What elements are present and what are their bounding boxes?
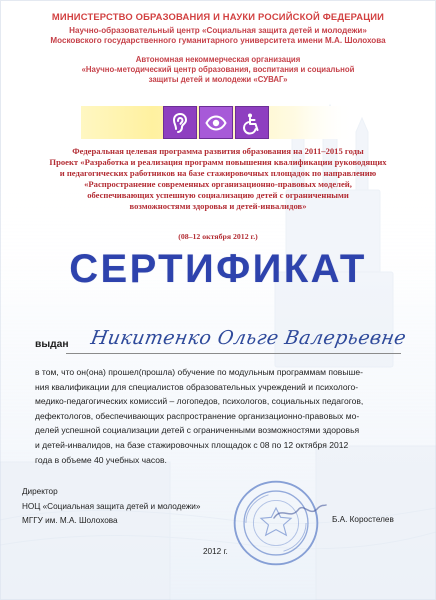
program-line-1: Федеральная целевая программа развития образования на 2011–2015 годы <box>72 146 364 156</box>
director-block <box>22 485 242 529</box>
eye-icon <box>199 106 233 139</box>
center-line-1: Научно-образовательный центр «Социальная защита детей и молодежи» <box>69 26 367 35</box>
program-line-5: обеспечивающих успешную социализацию детей с ограниченными <box>87 190 349 200</box>
auton-org-line-3: защиты детей и молодежи «СУВАГ» <box>148 75 288 84</box>
auton-org-line-1: Автономная некоммерческая организация <box>135 55 301 64</box>
auton-org-line-2: «Научно-методический центр образования, воспитания и социальной <box>81 65 355 74</box>
body-line-3: медико-педагогических комиссий – логопедов, психологов, социальных педагогов, <box>35 396 364 407</box>
wheelchair-icon <box>235 106 269 139</box>
ministry-header: МИНИСТЕРСТВО ОБРАЗОВАНИЯ И НАУКИ РОСИЙСКОЙ ФЕДЕРАЦИИ <box>51 11 385 22</box>
certificate-title: СЕРТИФИКАТ <box>69 247 367 291</box>
body-line-6: и детей-инвалидов, на базе стажировочных площадок с 08 по 12 октября 2012 <box>35 439 349 450</box>
body-line-7: года в объеме 40 учебных часов. <box>35 454 167 465</box>
director-org-2: МГГУ им. М.А. Шолохова <box>22 516 118 525</box>
program-line-6: возможностями здоровья и детей-инвалидов» <box>129 201 307 211</box>
signature <box>272 500 328 524</box>
certificate-year: 2012 г. <box>203 547 228 556</box>
certificate-body <box>35 365 405 467</box>
body-line-2: ния квалификации для специалистов образовательных учреждений и психолого- <box>35 381 359 392</box>
program-dates: (08–12 октября 2012 г.) <box>178 232 258 241</box>
issued-underline <box>66 353 401 354</box>
recipient-name: Никитенко Ольге Валерьевне <box>89 327 408 349</box>
program-line-3: и педагогических работников на базе стажировочных площадок по направлению <box>59 168 377 178</box>
director-org-1: НОЦ «Социальная защита детей и молодежи» <box>22 501 201 511</box>
signatory-name: Б.А. Коростелев <box>332 515 394 524</box>
body-line-5: делей успешной социализации детей с ограниченными возможностями здоровья <box>35 425 360 436</box>
program-line-2: Проект «Разработка и реализация программ повышения квалификации руководящих <box>49 157 387 167</box>
ear-icon <box>163 106 197 139</box>
center-line-2: Московского государственного гуманитарного университета имени М.А. Шолохова <box>50 36 386 45</box>
accessibility-icons <box>163 106 273 139</box>
program-description <box>0 146 436 212</box>
issued-to-row <box>35 327 408 360</box>
body-line-1: в том, что он(она) прошел(прошла) обучение по модульным программам повыше- <box>35 367 363 377</box>
director-title: Директор <box>22 487 58 496</box>
program-line-4: «Распространение современных организационно-правовых моделей, <box>84 179 352 189</box>
body-line-4: дефектологов, обеспечивающих распространение организационно-правовых мо- <box>35 410 360 421</box>
issued-label: выдан <box>35 339 69 350</box>
